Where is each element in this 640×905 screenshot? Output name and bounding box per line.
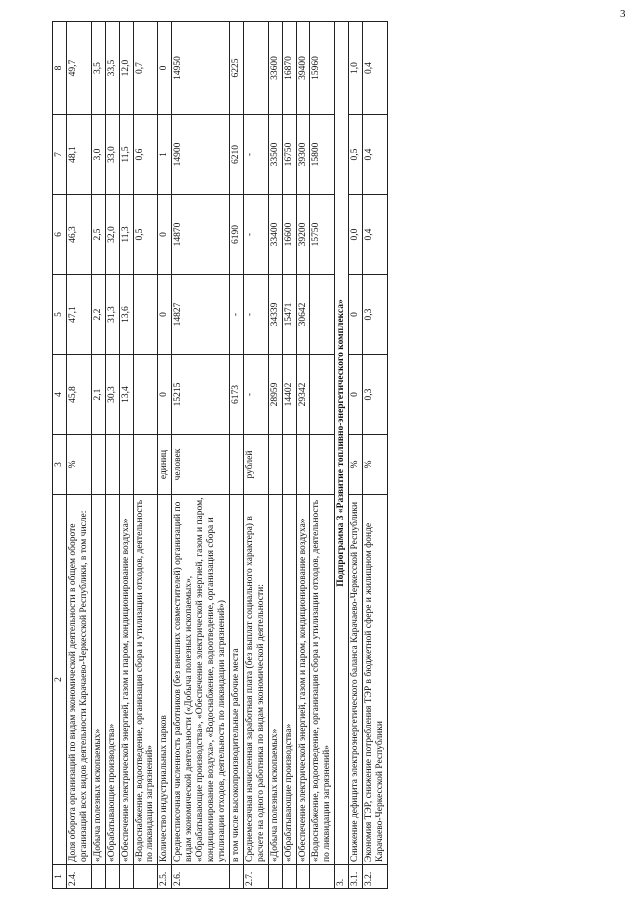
value-cell: 13,4 (119, 355, 133, 435)
table-row (282, 22, 296, 889)
value-cell: 28959 (268, 355, 282, 435)
indicator-name: «Добыча полезных ископаемых» (268, 495, 282, 865)
value-cell: 16600 (282, 195, 296, 275)
value-cell: 15215 (172, 355, 230, 435)
table-row (158, 22, 172, 889)
value-cell: 0,4 (363, 195, 388, 275)
unit-cell: рублей (243, 435, 268, 495)
value-cell: 3,5 (91, 22, 105, 115)
value-cell (243, 22, 268, 115)
value-cell (310, 355, 335, 435)
value-cell: 39300 (296, 115, 310, 195)
row-number (229, 865, 243, 889)
value-cell: 1 (158, 115, 172, 195)
value-cell: 46,3 (66, 195, 91, 275)
value-cell: 45,8 (66, 355, 91, 435)
value-cell: - (243, 355, 268, 435)
value-cell: - (243, 275, 268, 355)
value-cell: 0,4 (363, 115, 388, 195)
unit-cell (282, 435, 296, 495)
value-cell: 3,0 (91, 115, 105, 195)
value-cell: 14900 (172, 115, 230, 195)
indicator-name: Среднемесячная начисленная заработная плата (без выплат социального характера) в расчете на одного работника по видам экономической деятельности: (243, 495, 268, 865)
value-cell: 16870 (282, 22, 296, 115)
value-cell: 48,1 (66, 115, 91, 195)
row-number (282, 865, 296, 889)
rotated-table-page (52, 22, 627, 889)
value-cell: 0 (158, 195, 172, 275)
table-row (172, 22, 230, 889)
value-cell: 0 (158, 275, 172, 355)
indicator-name: «Обеспечение электрической энергией, газом и паром, кондиционирование воздуха» (296, 495, 310, 865)
row-number (268, 865, 282, 889)
value-cell: 29342 (296, 355, 310, 435)
table-row (268, 22, 282, 889)
column-number: 1 (53, 865, 67, 889)
value-cell: 14402 (282, 355, 296, 435)
table-row (105, 22, 119, 889)
value-cell: 0 (158, 22, 172, 115)
unit-cell: % (66, 435, 91, 495)
indicator-name: «Водоснабжение, водоотведение, организация сбора и утилизации отходов, деятельность по ликвидации загрязнений» (310, 495, 335, 865)
unit-cell (296, 435, 310, 495)
value-cell (133, 355, 158, 435)
indicator-name: «Добыча полезных ископаемых» (91, 495, 105, 865)
table-row (66, 22, 91, 889)
unit-cell (268, 435, 282, 495)
value-cell: 15471 (282, 275, 296, 355)
table-row (133, 22, 158, 889)
value-cell: 2,1 (91, 355, 105, 435)
value-cell: 2,2 (91, 275, 105, 355)
value-cell: 33500 (268, 115, 282, 195)
indicator-name: Среднесписочная численность работников (без внешних совместителей) организаций по видам экономической деятельности («Добыча полезных ископаемых», «Обрабатывающие производства», «Обеспечение электрической энергией, газом и паром, кондиционирование воздуха», «Водоснабжение, водоотведение, организация сбора и утилизации отходов, деятельность по ликвидации загрязнений») (172, 495, 230, 865)
value-cell: 13,6 (119, 275, 133, 355)
row-number (105, 865, 119, 889)
column-number: 2 (53, 495, 67, 865)
unit-cell: человек (172, 435, 230, 495)
unit-cell (105, 435, 119, 495)
value-cell: 0,6 (133, 115, 158, 195)
value-cell: 0,5 (133, 195, 158, 275)
unit-cell (310, 435, 335, 495)
row-number (310, 865, 335, 889)
value-cell: 33400 (268, 195, 282, 275)
column-number: 8 (53, 22, 67, 115)
column-number: 3 (53, 435, 67, 495)
row-number: 2.6. (172, 865, 230, 889)
column-number: 5 (53, 275, 67, 355)
table-row (229, 22, 243, 889)
value-cell: 15750 (310, 195, 335, 275)
table-body (53, 22, 388, 889)
unit-cell: единиц (158, 435, 172, 495)
value-cell: 0,7 (133, 22, 158, 115)
row-number (133, 865, 158, 889)
indicator-name: «Обрабатывающие производства» (282, 495, 296, 865)
page-number: 3 (620, 8, 626, 20)
table-row (119, 22, 133, 889)
table-row (91, 22, 105, 889)
value-cell (310, 275, 335, 355)
row-number: 3.1. (349, 865, 363, 889)
value-cell: 47,1 (66, 275, 91, 355)
row-number: 2.5. (158, 865, 172, 889)
value-cell: 11,5 (119, 115, 133, 195)
indicators-table (52, 21, 388, 889)
value-cell: 0,3 (363, 275, 388, 355)
value-cell: 6173 (229, 355, 243, 435)
value-cell: 39400 (296, 22, 310, 115)
value-cell: 14827 (172, 275, 230, 355)
unit-cell (91, 435, 105, 495)
value-cell: 33600 (268, 22, 282, 115)
indicator-name: в том числе высокопроизводительные рабочие места (229, 495, 243, 865)
unit-cell: % (349, 435, 363, 495)
column-number: 4 (53, 355, 67, 435)
value-cell: 14950 (172, 22, 230, 115)
row-number: 2.7. (243, 865, 268, 889)
row-number (119, 865, 133, 889)
indicator-name: Доля оборота организаций по видам экономической деятельности в общем обороте организаций всех видов деятельности Карачаево-Черкесской Республики, в том числе: (66, 495, 91, 865)
value-cell: 30,3 (105, 355, 119, 435)
row-number (296, 865, 310, 889)
column-number: 6 (53, 195, 67, 275)
table-row (363, 22, 388, 889)
row-number: 2.4. (66, 865, 91, 889)
indicator-name: «Водоснабжение, водоотведение, организация сбора и утилизации отходов, деятельность по ликвидации загрязнений» (133, 495, 158, 865)
value-cell: 39200 (296, 195, 310, 275)
value-cell: 15960 (310, 22, 335, 115)
indicator-name: Экономия ТЭР, снижение потребления ТЭР в бюджетной сфере и жилищном фонде Карачаево-Черкесской Республики (363, 495, 388, 865)
unit-cell (229, 435, 243, 495)
indicator-name: Количество индустриальных парков (158, 495, 172, 865)
value-cell: 6190 (229, 195, 243, 275)
unit-cell (119, 435, 133, 495)
value-cell: - (243, 115, 268, 195)
value-cell: - (243, 195, 268, 275)
value-cell: 15800 (310, 115, 335, 195)
value-cell: 2,5 (91, 195, 105, 275)
indicator-name: «Обеспечение электрической энергией, газом и паром, кондиционирование воздуха» (119, 495, 133, 865)
indicator-name: «Обрабатывающие производства» (105, 495, 119, 865)
row-number (91, 865, 105, 889)
value-cell: 0 (349, 275, 363, 355)
value-cell: 6210 (229, 115, 243, 195)
table-row (349, 22, 363, 889)
row-number: 3.2. (363, 865, 388, 889)
value-cell: 33,0 (105, 115, 119, 195)
value-cell: 30642 (296, 275, 310, 355)
value-cell: 14870 (172, 195, 230, 275)
section-title: Подпрограмма 3 «Развитие топливно-энергетического комплекса» (335, 22, 349, 865)
header-row (53, 22, 67, 889)
section-number: 3. (335, 865, 349, 889)
indicator-name: Снижение дефицита электроэнергетического баланса Карачаево-Черкесской Республики (349, 495, 363, 865)
table-row (310, 22, 335, 889)
value-cell: - (229, 275, 243, 355)
value-cell: 0,5 (349, 115, 363, 195)
section-row (335, 22, 349, 889)
column-number: 7 (53, 115, 67, 195)
value-cell: 0,4 (363, 22, 388, 115)
table-row (296, 22, 310, 889)
value-cell: 16750 (282, 115, 296, 195)
value-cell: 6225 (229, 22, 243, 115)
unit-cell (133, 435, 158, 495)
value-cell: 11,3 (119, 195, 133, 275)
value-cell: 1,0 (349, 22, 363, 115)
unit-cell: % (363, 435, 388, 495)
table-row (243, 22, 268, 889)
value-cell: 33,5 (105, 22, 119, 115)
value-cell: 49,7 (66, 22, 91, 115)
value-cell: 31,3 (105, 275, 119, 355)
value-cell: 12,0 (119, 22, 133, 115)
value-cell: 32,0 (105, 195, 119, 275)
value-cell: 0 (158, 355, 172, 435)
value-cell: 0,0 (349, 195, 363, 275)
value-cell (133, 275, 158, 355)
value-cell: 34339 (268, 275, 282, 355)
value-cell: 0 (349, 355, 363, 435)
value-cell: 0,3 (363, 355, 388, 435)
